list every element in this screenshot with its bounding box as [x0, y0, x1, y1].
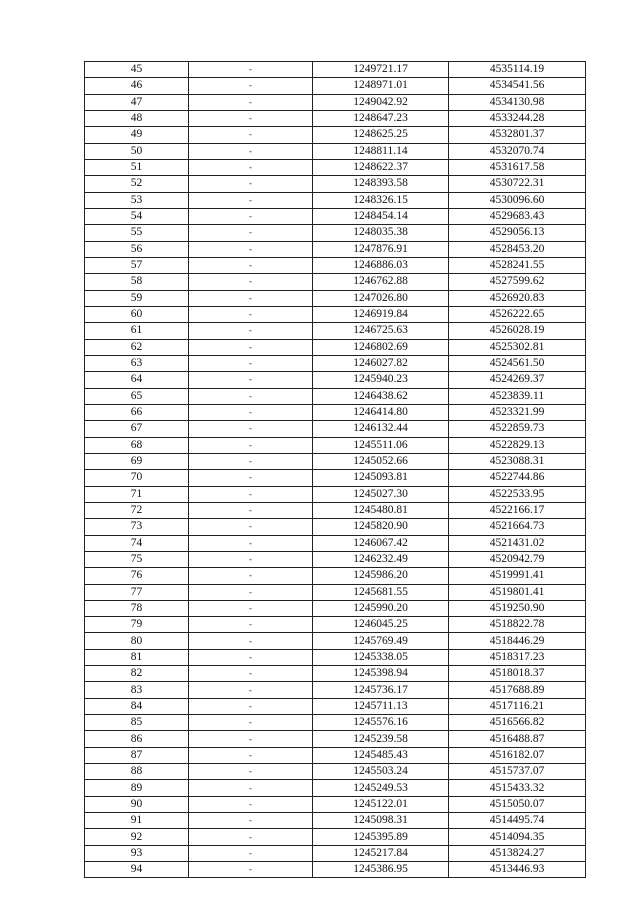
- y-coordinate-cell: 4524561.50: [449, 355, 586, 371]
- point-number-cell: 70: [85, 470, 189, 486]
- dash-cell: -: [189, 274, 313, 290]
- y-coordinate-cell: 4523088.31: [449, 453, 586, 469]
- table-row: [85, 617, 586, 633]
- dash-cell: -: [189, 584, 313, 600]
- point-number-cell: 62: [85, 339, 189, 355]
- x-coordinate-cell: 1245052.66: [313, 453, 449, 469]
- x-coordinate-cell: 1246027.82: [313, 355, 449, 371]
- dash-cell: -: [189, 437, 313, 453]
- x-coordinate-cell: 1245217.84: [313, 845, 449, 861]
- y-coordinate-cell: 4522859.73: [449, 421, 586, 437]
- x-coordinate-cell: 1246232.49: [313, 551, 449, 567]
- dash-cell: -: [189, 225, 313, 241]
- point-number-cell: 50: [85, 143, 189, 159]
- point-number-cell: 83: [85, 682, 189, 698]
- point-number-cell: 93: [85, 845, 189, 861]
- dash-cell: -: [189, 257, 313, 273]
- point-number-cell: 73: [85, 519, 189, 535]
- y-coordinate-cell: 4522533.95: [449, 486, 586, 502]
- x-coordinate-cell: 1245511.06: [313, 437, 449, 453]
- point-number-cell: 65: [85, 388, 189, 404]
- dash-cell: -: [189, 682, 313, 698]
- table-row: [85, 535, 586, 551]
- point-number-cell: 90: [85, 796, 189, 812]
- x-coordinate-cell: 1245986.20: [313, 568, 449, 584]
- x-coordinate-cell: 1245098.31: [313, 813, 449, 829]
- dash-cell: -: [189, 731, 313, 747]
- point-number-cell: 71: [85, 486, 189, 502]
- dash-cell: -: [189, 519, 313, 535]
- table-row: [85, 715, 586, 731]
- y-coordinate-cell: 4526028.19: [449, 323, 586, 339]
- x-coordinate-cell: 1245711.13: [313, 698, 449, 714]
- point-number-cell: 64: [85, 372, 189, 388]
- point-number-cell: 56: [85, 241, 189, 257]
- point-number-cell: 67: [85, 421, 189, 437]
- table-row: [85, 257, 586, 273]
- y-coordinate-cell: 4535114.19: [449, 62, 586, 78]
- y-coordinate-cell: 4531617.58: [449, 159, 586, 175]
- y-coordinate-cell: 4517116.21: [449, 698, 586, 714]
- y-coordinate-cell: 4527599.62: [449, 274, 586, 290]
- y-coordinate-cell: 4528241.55: [449, 257, 586, 273]
- y-coordinate-cell: 4519991.41: [449, 568, 586, 584]
- y-coordinate-cell: 4526222.65: [449, 306, 586, 322]
- x-coordinate-cell: 1246414.80: [313, 404, 449, 420]
- point-number-cell: 54: [85, 208, 189, 224]
- table-row: [85, 829, 586, 845]
- point-number-cell: 92: [85, 829, 189, 845]
- dash-cell: -: [189, 764, 313, 780]
- table-row: [85, 649, 586, 665]
- point-number-cell: 74: [85, 535, 189, 551]
- dash-cell: -: [189, 568, 313, 584]
- point-number-cell: 46: [85, 78, 189, 94]
- table-row: [85, 764, 586, 780]
- table-row: [85, 421, 586, 437]
- y-coordinate-cell: 4513824.27: [449, 845, 586, 861]
- x-coordinate-cell: 1245736.17: [313, 682, 449, 698]
- y-coordinate-cell: 4522829.13: [449, 437, 586, 453]
- y-coordinate-cell: 4530096.60: [449, 192, 586, 208]
- y-coordinate-cell: 4525302.81: [449, 339, 586, 355]
- table-row: [85, 62, 586, 78]
- coordinates-table: [84, 61, 586, 878]
- dash-cell: -: [189, 600, 313, 616]
- table-row: [85, 666, 586, 682]
- point-number-cell: 59: [85, 290, 189, 306]
- x-coordinate-cell: 1246762.88: [313, 274, 449, 290]
- dash-cell: -: [189, 110, 313, 126]
- table-row: [85, 813, 586, 829]
- x-coordinate-cell: 1245681.55: [313, 584, 449, 600]
- y-coordinate-cell: 4530722.31: [449, 176, 586, 192]
- x-coordinate-cell: 1247876.91: [313, 241, 449, 257]
- point-number-cell: 89: [85, 780, 189, 796]
- table-row: [85, 747, 586, 763]
- table-row: [85, 600, 586, 616]
- y-coordinate-cell: 4515050.07: [449, 796, 586, 812]
- y-coordinate-cell: 4524269.37: [449, 372, 586, 388]
- x-coordinate-cell: 1248393.58: [313, 176, 449, 192]
- x-coordinate-cell: 1246886.03: [313, 257, 449, 273]
- dash-cell: -: [189, 306, 313, 322]
- table-row: [85, 845, 586, 861]
- table-row: [85, 502, 586, 518]
- point-number-cell: 48: [85, 110, 189, 126]
- dash-cell: -: [189, 78, 313, 94]
- point-number-cell: 88: [85, 764, 189, 780]
- y-coordinate-cell: 4515433.32: [449, 780, 586, 796]
- point-number-cell: 60: [85, 306, 189, 322]
- x-coordinate-cell: 1245093.81: [313, 470, 449, 486]
- table-row: [85, 470, 586, 486]
- table-row: [85, 355, 586, 371]
- y-coordinate-cell: 4518018.37: [449, 666, 586, 682]
- point-number-cell: 86: [85, 731, 189, 747]
- x-coordinate-cell: 1245027.30: [313, 486, 449, 502]
- table-row: [85, 241, 586, 257]
- y-coordinate-cell: 4523321.99: [449, 404, 586, 420]
- dash-cell: -: [189, 813, 313, 829]
- dash-cell: -: [189, 388, 313, 404]
- y-coordinate-cell: 4522744.86: [449, 470, 586, 486]
- table-row: [85, 682, 586, 698]
- dash-cell: -: [189, 780, 313, 796]
- y-coordinate-cell: 4529683.43: [449, 208, 586, 224]
- dash-cell: -: [189, 862, 313, 878]
- x-coordinate-cell: 1246045.25: [313, 617, 449, 633]
- x-coordinate-cell: 1249721.17: [313, 62, 449, 78]
- dash-cell: -: [189, 796, 313, 812]
- y-coordinate-cell: 4516488.87: [449, 731, 586, 747]
- table-row: [85, 94, 586, 110]
- point-number-cell: 84: [85, 698, 189, 714]
- x-coordinate-cell: 1248625.25: [313, 127, 449, 143]
- point-number-cell: 51: [85, 159, 189, 175]
- point-number-cell: 53: [85, 192, 189, 208]
- y-coordinate-cell: 4521664.73: [449, 519, 586, 535]
- dash-cell: -: [189, 127, 313, 143]
- x-coordinate-cell: 1245398.94: [313, 666, 449, 682]
- dash-cell: -: [189, 649, 313, 665]
- point-number-cell: 68: [85, 437, 189, 453]
- dash-cell: -: [189, 143, 313, 159]
- point-number-cell: 52: [85, 176, 189, 192]
- table-row: [85, 225, 586, 241]
- dash-cell: -: [189, 94, 313, 110]
- table-row: [85, 143, 586, 159]
- point-number-cell: 49: [85, 127, 189, 143]
- point-number-cell: 87: [85, 747, 189, 763]
- point-number-cell: 58: [85, 274, 189, 290]
- table-row: [85, 780, 586, 796]
- dash-cell: -: [189, 159, 313, 175]
- dash-cell: -: [189, 486, 313, 502]
- y-coordinate-cell: 4514495.74: [449, 813, 586, 829]
- y-coordinate-cell: 4522166.17: [449, 502, 586, 518]
- y-coordinate-cell: 4515737.07: [449, 764, 586, 780]
- x-coordinate-cell: 1245820.90: [313, 519, 449, 535]
- dash-cell: -: [189, 323, 313, 339]
- point-number-cell: 61: [85, 323, 189, 339]
- y-coordinate-cell: 4534130.98: [449, 94, 586, 110]
- y-coordinate-cell: 4518822.78: [449, 617, 586, 633]
- y-coordinate-cell: 4516182.07: [449, 747, 586, 763]
- y-coordinate-cell: 4517688.89: [449, 682, 586, 698]
- x-coordinate-cell: 1246132.44: [313, 421, 449, 437]
- x-coordinate-cell: 1248811.14: [313, 143, 449, 159]
- table-row: [85, 78, 586, 94]
- x-coordinate-cell: 1248454.14: [313, 208, 449, 224]
- y-coordinate-cell: 4518446.29: [449, 633, 586, 649]
- x-coordinate-cell: 1248326.15: [313, 192, 449, 208]
- table-row: [85, 551, 586, 567]
- y-coordinate-cell: 4523839.11: [449, 388, 586, 404]
- table-row: [85, 519, 586, 535]
- x-coordinate-cell: 1246802.69: [313, 339, 449, 355]
- point-number-cell: 94: [85, 862, 189, 878]
- point-number-cell: 72: [85, 502, 189, 518]
- dash-cell: -: [189, 372, 313, 388]
- x-coordinate-cell: 1249042.92: [313, 94, 449, 110]
- y-coordinate-cell: 4532801.37: [449, 127, 586, 143]
- x-coordinate-cell: 1247026.80: [313, 290, 449, 306]
- dash-cell: -: [189, 355, 313, 371]
- point-number-cell: 75: [85, 551, 189, 567]
- table-row: [85, 176, 586, 192]
- x-coordinate-cell: 1245249.53: [313, 780, 449, 796]
- x-coordinate-cell: 1245122.01: [313, 796, 449, 812]
- table-row: [85, 388, 586, 404]
- dash-cell: -: [189, 715, 313, 731]
- x-coordinate-cell: 1245576.16: [313, 715, 449, 731]
- point-number-cell: 66: [85, 404, 189, 420]
- x-coordinate-cell: 1245503.24: [313, 764, 449, 780]
- y-coordinate-cell: 4520942.79: [449, 551, 586, 567]
- table-row: [85, 290, 586, 306]
- point-number-cell: 77: [85, 584, 189, 600]
- point-number-cell: 55: [85, 225, 189, 241]
- x-coordinate-cell: 1245395.89: [313, 829, 449, 845]
- point-number-cell: 91: [85, 813, 189, 829]
- dash-cell: -: [189, 535, 313, 551]
- x-coordinate-cell: 1245239.58: [313, 731, 449, 747]
- table-row: [85, 584, 586, 600]
- table-row: [85, 323, 586, 339]
- y-coordinate-cell: 4516566.82: [449, 715, 586, 731]
- y-coordinate-cell: 4528453.20: [449, 241, 586, 257]
- table-row: [85, 437, 586, 453]
- y-coordinate-cell: 4514094.35: [449, 829, 586, 845]
- y-coordinate-cell: 4519250.90: [449, 600, 586, 616]
- dash-cell: -: [189, 633, 313, 649]
- x-coordinate-cell: 1248622.37: [313, 159, 449, 175]
- y-coordinate-cell: 4533244.28: [449, 110, 586, 126]
- point-number-cell: 82: [85, 666, 189, 682]
- table-row: [85, 568, 586, 584]
- y-coordinate-cell: 4532070.74: [449, 143, 586, 159]
- point-number-cell: 47: [85, 94, 189, 110]
- x-coordinate-cell: 1245990.20: [313, 600, 449, 616]
- table-row: [85, 339, 586, 355]
- dash-cell: -: [189, 176, 313, 192]
- x-coordinate-cell: 1248647.23: [313, 110, 449, 126]
- point-number-cell: 78: [85, 600, 189, 616]
- dash-cell: -: [189, 192, 313, 208]
- dash-cell: -: [189, 551, 313, 567]
- table-row: [85, 862, 586, 878]
- table-row: [85, 404, 586, 420]
- table-row: [85, 306, 586, 322]
- table-row: [85, 372, 586, 388]
- table-row: [85, 731, 586, 747]
- point-number-cell: 45: [85, 62, 189, 78]
- dash-cell: -: [189, 698, 313, 714]
- x-coordinate-cell: 1245769.49: [313, 633, 449, 649]
- x-coordinate-cell: 1246067.42: [313, 535, 449, 551]
- x-coordinate-cell: 1245940.23: [313, 372, 449, 388]
- y-coordinate-cell: 4519801.41: [449, 584, 586, 600]
- dash-cell: -: [189, 241, 313, 257]
- table-row: [85, 192, 586, 208]
- x-coordinate-cell: 1246438.62: [313, 388, 449, 404]
- point-number-cell: 57: [85, 257, 189, 273]
- point-number-cell: 81: [85, 649, 189, 665]
- dash-cell: -: [189, 62, 313, 78]
- point-number-cell: 80: [85, 633, 189, 649]
- dash-cell: -: [189, 339, 313, 355]
- x-coordinate-cell: 1245338.05: [313, 649, 449, 665]
- x-coordinate-cell: 1245485.43: [313, 747, 449, 763]
- point-number-cell: 63: [85, 355, 189, 371]
- table-row: [85, 274, 586, 290]
- coordinates-table-body: [85, 62, 586, 878]
- x-coordinate-cell: 1245386.95: [313, 862, 449, 878]
- table-row: [85, 453, 586, 469]
- y-coordinate-cell: 4521431.02: [449, 535, 586, 551]
- dash-cell: -: [189, 502, 313, 518]
- x-coordinate-cell: 1248971.01: [313, 78, 449, 94]
- table-row: [85, 208, 586, 224]
- table-row: [85, 633, 586, 649]
- x-coordinate-cell: 1246725.63: [313, 323, 449, 339]
- dash-cell: -: [189, 747, 313, 763]
- dash-cell: -: [189, 208, 313, 224]
- dash-cell: -: [189, 421, 313, 437]
- dash-cell: -: [189, 470, 313, 486]
- table-row: [85, 127, 586, 143]
- table-row: [85, 110, 586, 126]
- dash-cell: -: [189, 845, 313, 861]
- y-coordinate-cell: 4529056.13: [449, 225, 586, 241]
- dash-cell: -: [189, 404, 313, 420]
- x-coordinate-cell: 1248035.38: [313, 225, 449, 241]
- table-row: [85, 159, 586, 175]
- x-coordinate-cell: 1245480.81: [313, 502, 449, 518]
- point-number-cell: 85: [85, 715, 189, 731]
- dash-cell: -: [189, 666, 313, 682]
- table-row: [85, 698, 586, 714]
- y-coordinate-cell: 4518317.23: [449, 649, 586, 665]
- dash-cell: -: [189, 829, 313, 845]
- point-number-cell: 69: [85, 453, 189, 469]
- dash-cell: -: [189, 617, 313, 633]
- dash-cell: -: [189, 290, 313, 306]
- y-coordinate-cell: 4534541.56: [449, 78, 586, 94]
- y-coordinate-cell: 4513446.93: [449, 862, 586, 878]
- point-number-cell: 76: [85, 568, 189, 584]
- y-coordinate-cell: 4526920.83: [449, 290, 586, 306]
- dash-cell: -: [189, 453, 313, 469]
- point-number-cell: 79: [85, 617, 189, 633]
- table-row: [85, 486, 586, 502]
- x-coordinate-cell: 1246919.84: [313, 306, 449, 322]
- table-row: [85, 796, 586, 812]
